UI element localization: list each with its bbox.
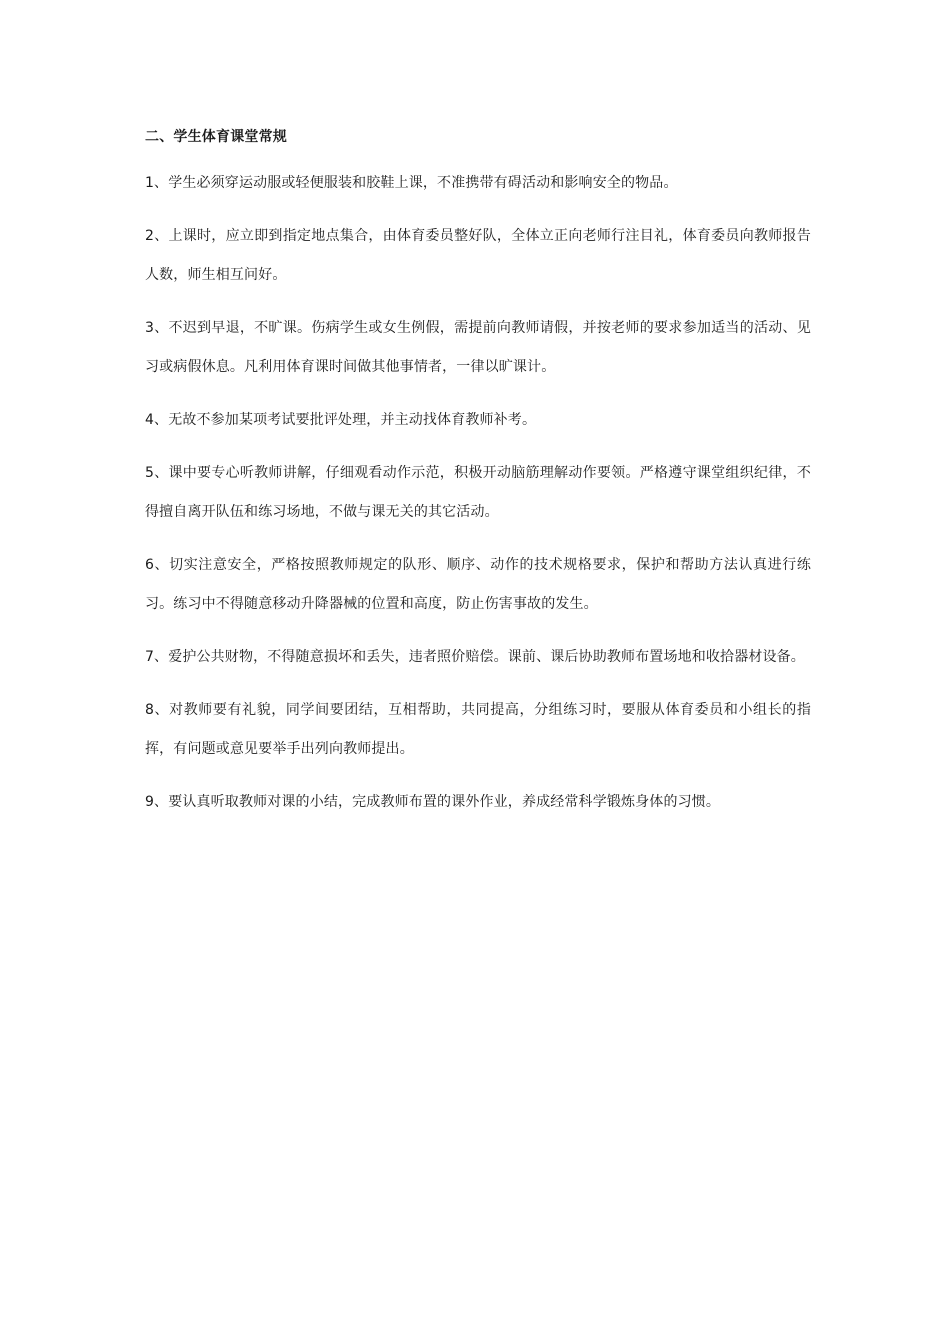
section-heading: 二、学生体育课堂常规 [145,129,287,145]
rule-paragraph-7: 7、爱护公共财物，不得随意损坏和丢失，违者照价赔偿。课前、课后协助教师布置场地和收拾器材设备。 [145,649,805,665]
document-body [145,118,811,836]
rule-paragraph-5: 5、课中要专心听教师讲解，仔细观看动作示范，积极开动脑筋理解动作要领。严格遵守课堂组织纪律，不得擅自离开队伍和练习场地，不做与课无关的其它活动。 [145,465,811,520]
rule-paragraph-9: 9、要认真听取教师对课的小结，完成教师布置的课外作业，养成经常科学锻炼身体的习惯。 [145,794,721,810]
rule-paragraph-4: 4、无故不参加某项考试要批评处理，并主动找体育教师补考。 [145,412,537,428]
rule-paragraph-2: 2、上课时，应立即到指定地点集合，由体育委员整好队，全体立正向老师行注目礼，体育委员向教师报告人数，师生相互问好。 [145,228,811,283]
rule-paragraph-6: 6、切实注意安全，严格按照教师规定的队形、顺序、动作的技术规格要求，保护和帮助方法认真进行练习。练习中不得随意移动升降器械的位置和高度，防止伤害事故的发生。 [145,557,811,612]
rule-paragraph-8: 8、对教师要有礼貌，同学间要团结，互相帮助，共同提高，分组练习时，要服从体育委员和小组长的指挥，有问题或意见要举手出列向教师提出。 [145,702,811,757]
rule-paragraph-3: 3、不迟到早退，不旷课。伤病学生或女生例假，需提前向教师请假，并按老师的要求参加适当的活动、见习或病假休息。凡利用体育课时间做其他事情者，一律以旷课计。 [145,320,811,375]
rule-paragraph-1: 1、学生必须穿运动服或轻便服装和胶鞋上课，不准携带有碍活动和影响安全的物品。 [145,175,678,191]
